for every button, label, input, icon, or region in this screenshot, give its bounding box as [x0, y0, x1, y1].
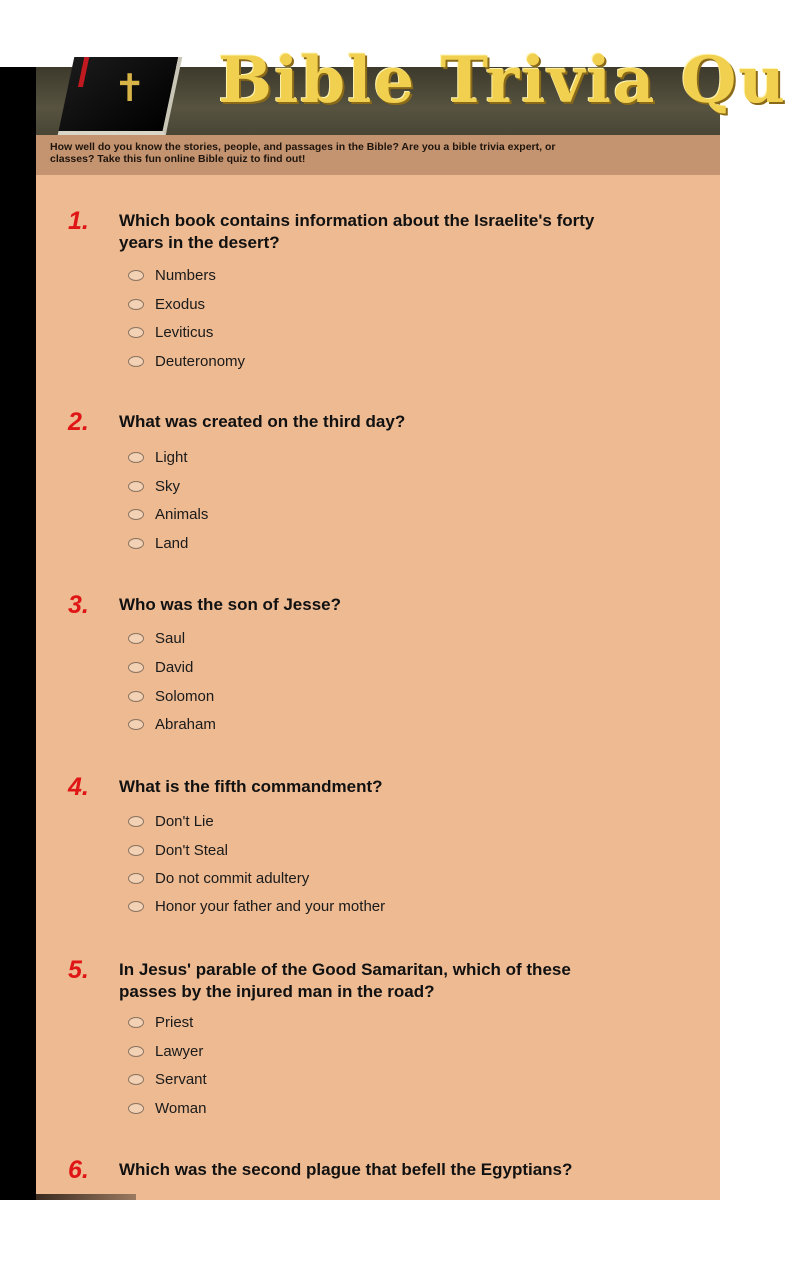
- option-label: Exodus: [155, 295, 206, 313]
- option-label: Deuteronomy: [155, 352, 246, 370]
- bookmark-ribbon: [78, 57, 89, 87]
- question-number: 6.: [68, 1156, 89, 1184]
- intro-text: [50, 141, 726, 165]
- option-label: Lawyer: [155, 1042, 204, 1060]
- option-servant[interactable]: [128, 1068, 207, 1090]
- option-exodus[interactable]: [128, 293, 205, 315]
- question-text: [119, 210, 719, 254]
- radio-button[interactable]: [128, 452, 144, 463]
- option-label: Abraham: [155, 715, 216, 733]
- option-solomon[interactable]: [128, 685, 214, 707]
- header-banner: [36, 43, 787, 135]
- option-dont-lie[interactable]: [128, 810, 214, 832]
- question-text-line: Who was the son of Jesse?: [119, 595, 341, 614]
- option-label: Priest: [155, 1013, 194, 1031]
- option-lawyer[interactable]: [128, 1040, 203, 1062]
- option-label: Saul: [155, 629, 186, 647]
- radio-button[interactable]: [128, 1046, 144, 1057]
- question-text-line: What was created on the third day?: [119, 412, 406, 431]
- option-david[interactable]: [128, 656, 193, 678]
- radio-button[interactable]: [128, 509, 144, 520]
- option-dont-steal[interactable]: [128, 839, 228, 861]
- radio-button[interactable]: [128, 299, 144, 310]
- option-abraham[interactable]: [128, 713, 216, 735]
- radio-button[interactable]: [128, 327, 144, 338]
- question-text: [119, 594, 719, 616]
- question-text-line: passes by the injured man in the road?: [119, 982, 435, 1001]
- option-land[interactable]: [128, 532, 188, 554]
- question-text: [119, 411, 719, 433]
- option-label: Numbers: [155, 266, 216, 284]
- question-text: [119, 1159, 719, 1181]
- radio-button[interactable]: [128, 633, 144, 644]
- question-number: 1.: [68, 207, 89, 235]
- radio-button[interactable]: [128, 662, 144, 673]
- option-label: Servant: [155, 1070, 207, 1088]
- question-text-line: years in the desert?: [119, 233, 280, 252]
- question-text-line: What is the fifth commandment?: [119, 777, 383, 796]
- radio-button[interactable]: [128, 719, 144, 730]
- option-numbers[interactable]: [128, 264, 216, 286]
- radio-button[interactable]: [128, 691, 144, 702]
- radio-button[interactable]: [128, 538, 144, 549]
- radio-button[interactable]: [128, 845, 144, 856]
- question-number: 5.: [68, 956, 89, 984]
- option-honor-parents[interactable]: [128, 895, 385, 917]
- option-do-not-commit-adultery[interactable]: [128, 867, 309, 889]
- radio-button[interactable]: [128, 816, 144, 827]
- question-text-line: Which book contains information about the Israelite's forty: [119, 211, 595, 230]
- option-leviticus[interactable]: [128, 321, 213, 343]
- question-text: [119, 776, 719, 798]
- option-label: Land: [155, 534, 189, 552]
- option-saul[interactable]: [128, 627, 185, 649]
- question-number: 2.: [68, 408, 89, 436]
- option-label: Sky: [155, 477, 181, 495]
- radio-button[interactable]: [128, 873, 144, 884]
- option-label: Leviticus: [155, 323, 214, 341]
- left-black-bar: [0, 67, 36, 1200]
- intro-line-2: classes? Take this fun online Bible quiz to find out!: [50, 153, 306, 165]
- question-number: 4.: [68, 773, 89, 801]
- option-label: David: [155, 658, 194, 676]
- option-label: Do not commit adultery: [155, 869, 310, 887]
- radio-button[interactable]: [128, 356, 144, 367]
- radio-button[interactable]: [128, 901, 144, 912]
- cut-off-image: [36, 1194, 136, 1200]
- cross-icon: ✝: [113, 66, 146, 110]
- option-priest[interactable]: [128, 1011, 193, 1033]
- quiz-page: [0, 43, 787, 1200]
- option-woman[interactable]: [128, 1097, 206, 1119]
- radio-button[interactable]: [128, 1103, 144, 1114]
- radio-button[interactable]: [128, 1017, 144, 1028]
- option-label: Light: [155, 448, 188, 466]
- question-text-line: In Jesus' parable of the Good Samaritan, which of these: [119, 960, 571, 979]
- bible-book-icon: [58, 57, 183, 135]
- option-label: Solomon: [155, 687, 215, 705]
- option-label: Honor your father and your mother: [155, 897, 386, 915]
- radio-button[interactable]: [128, 270, 144, 281]
- question-text-line: Which was the second plague that befell the Egyptians?: [119, 1160, 573, 1179]
- option-animals[interactable]: [128, 503, 208, 525]
- option-label: Woman: [155, 1099, 207, 1117]
- option-label: Don't Steal: [155, 841, 228, 859]
- option-label: Don't Lie: [155, 812, 214, 830]
- question-text: [119, 959, 719, 1003]
- site-title: Bible Trivia Qu: [218, 43, 787, 118]
- intro-line-1: How well do you know the stories, people, and passages in the Bible? Are you a bible trivia expert, or: [50, 141, 556, 153]
- option-light[interactable]: [128, 446, 188, 468]
- intro-strip: [36, 135, 720, 175]
- option-deuteronomy[interactable]: [128, 350, 245, 372]
- radio-button[interactable]: [128, 481, 144, 492]
- option-label: Animals: [155, 505, 209, 523]
- question-number: 3.: [68, 591, 89, 619]
- radio-button[interactable]: [128, 1074, 144, 1085]
- option-sky[interactable]: [128, 475, 180, 497]
